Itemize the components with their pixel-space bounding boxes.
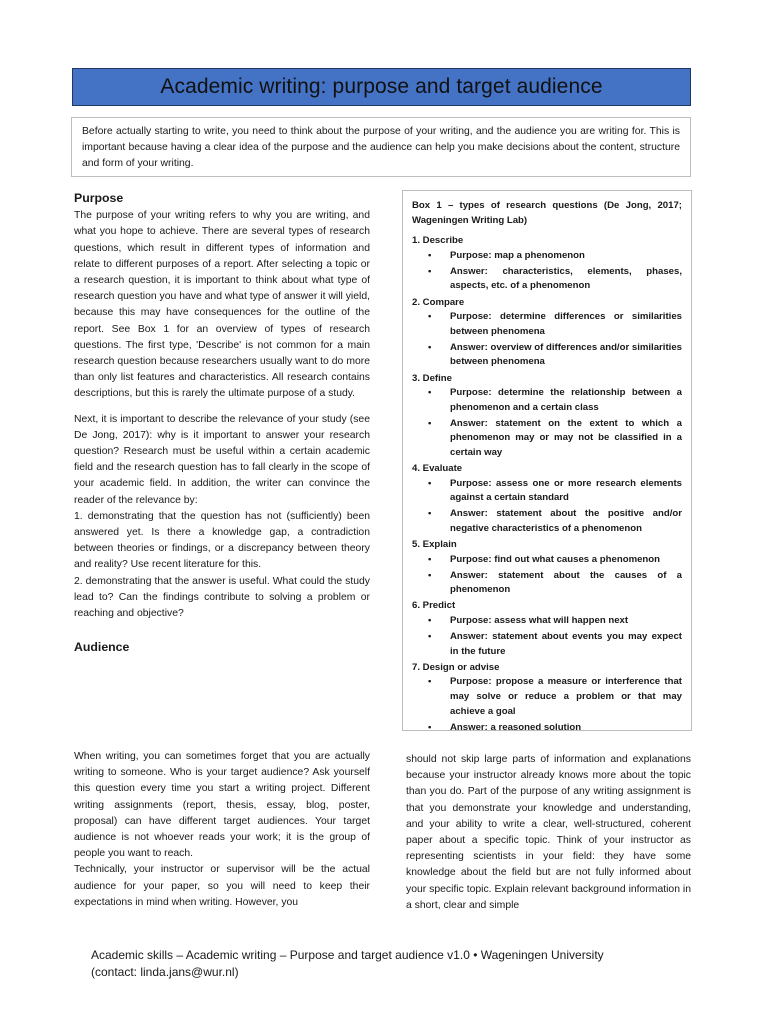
box-bullet-item — [412, 675, 682, 719]
box-item-heading: 7. Design or advise — [412, 661, 500, 673]
purpose-section — [74, 190, 370, 657]
footer-line-1: Academic skills – Academic writing – Purpose and target audience v1.0 • Wageningen University — [91, 948, 604, 962]
box-bullet-text: Purpose: determine differences or similarities between phenomena — [450, 311, 682, 337]
audience-paragraph-1: When writing, you can sometimes forget that you are actually writing to someone. Who is your target audience? Ask yourself this question every time you start a writing project. Different writing assignments (report, thesis, essay, blog, poster, proposal) can have different target audiences. Your target audience is not whoever reads your work; it is the group of people you want to reach. — [74, 751, 370, 860]
box-bullet-item — [412, 417, 682, 461]
box-bullet-item — [412, 721, 682, 736]
box-bullet-item — [412, 507, 682, 536]
box-bullet-item — [412, 386, 682, 415]
audience-right-column — [406, 752, 691, 914]
audience-left-column — [74, 749, 370, 911]
box-bullet-text: Answer: statement about the causes of a phenomenon — [450, 569, 682, 596]
bullet-icon: • — [428, 508, 432, 520]
box-bullet-item — [412, 569, 682, 598]
box-bullet-text: Answer: overview of differences and/or similarities between phenomena — [450, 341, 682, 368]
box-bullet-item — [412, 630, 682, 659]
purpose-paragraph-3: 1. demonstrating that the question has not (sufficiently) been answered yet. Is there a knowledge gap, a contradiction between theories or findings, or a discrepancy between theory and reality? Use recent literature for this. — [74, 510, 370, 571]
bullet-icon: • — [428, 341, 432, 353]
bullet-icon: • — [428, 477, 432, 489]
box-bullet-item — [412, 310, 682, 339]
box-title: Box 1 – types of research questions (De Jong, 2017; Wageningen Writing Lab) — [412, 200, 682, 226]
page-footer — [91, 947, 691, 980]
bullet-icon: • — [428, 249, 432, 261]
box-item-bullets — [412, 310, 682, 370]
bullet-icon: • — [428, 631, 432, 643]
box-bullet-text: Answer: statement about events you may expect in the future — [450, 631, 682, 657]
audience-paragraph-3: should not skip large parts of information and explanations because your instructor already knows more about the topic than you do. Part of the purpose of any writing assignment is that you demonstrate your knowledge and understanding, and your ability to write a clear, well-structured, coherent paper about a specific topic. Think of your instructor as representing scientists in your field: they have some knowledge about the field but are not fully informed about your specific topic. Explain relevant background information in a short, clear and simple — [406, 754, 691, 911]
bullet-icon: • — [428, 417, 432, 429]
box-item-heading: 4. Evaluate — [412, 463, 463, 475]
bullet-icon: • — [428, 387, 432, 399]
bullet-icon: • — [428, 615, 432, 627]
bullet-icon: • — [428, 721, 432, 733]
box-item-bullets — [412, 675, 682, 735]
box-items — [412, 234, 682, 735]
box-item-bullets — [412, 249, 682, 294]
box-item-heading: 1. Describe — [412, 235, 464, 247]
bullet-icon: • — [428, 265, 432, 277]
box-bullet-text: Purpose: find out what causes a phenomenon — [450, 553, 661, 565]
box-item-bullets — [412, 614, 682, 659]
box-bullet-text: Answer: statement on the extent to which a phenomenon may or may not be classified in a certain way — [450, 417, 682, 458]
purpose-paragraph-4: 2. demonstrating that the answer is useful. What could the study lead to? Can the findings contribute to solving a problem or reaching and objective? — [74, 575, 370, 620]
box-bullet-item — [412, 265, 682, 294]
page-title: Academic writing: purpose and target audience — [160, 75, 603, 98]
box-bullet-text: Purpose: assess one or more research elements against a certain standard — [450, 477, 682, 504]
box-bullet-item — [412, 553, 682, 568]
box-bullet-item — [412, 341, 682, 370]
box-item-bullets — [412, 477, 682, 537]
footer-line-2: (contact: linda.jans@wur.nl) — [91, 964, 239, 979]
bullet-icon: • — [428, 553, 432, 565]
box-bullet-text: Purpose: map a phenomenon — [450, 249, 585, 261]
bullet-icon: • — [428, 311, 432, 323]
box-item-heading: 2. Compare — [412, 296, 465, 308]
box-bullet-text: Answer: a reasoned solution — [450, 721, 582, 733]
box-bullet-item — [412, 249, 682, 264]
box-bullet-text: Purpose: propose a measure or interference that may solve or reduce a problem or that may achieve a goal — [450, 676, 682, 717]
bullet-icon: • — [428, 569, 432, 581]
box-bullet-text: Answer: statement about the positive and/or negative characteristics of a phenomenon — [450, 508, 682, 534]
box-bullet-text: Purpose: assess what will happen next — [450, 615, 629, 627]
intro-box: Before actually starting to write, you need to think about the purpose of your writing, and the audience you are writing for. This is important because having a clear idea of the purpose and the audience can help you make decisions about the content, structure and form of your writing. — [71, 117, 691, 177]
title-banner — [72, 68, 691, 106]
box-item-heading: 6. Predict — [412, 600, 456, 612]
box-bullet-text: Answer: characteristics, elements, phases, aspects, etc. of a phenomenon — [450, 265, 682, 292]
purpose-paragraph-1: The purpose of your writing refers to why you are writing, and what you hope to achieve. There are several types of research questions, which result in different types of information and relate to different purposes of a report. After selecting a topic or a research question, it is important to think about what type of research question you have and what type of answer it will yield, because this may have consequences for the outline of the report. See Box 1 for an overview of types of research questions. The first type, 'Describe' is not common for a main research question because researchers usually want to do more than only list features and characteristics. All research contains descriptions, but this is rarely the ultimate purpose of a study. — [74, 210, 370, 400]
box-item-heading: 5. Explain — [412, 539, 457, 551]
purpose-heading: Purpose — [74, 191, 124, 205]
bullet-icon: • — [428, 676, 432, 688]
audience-heading: Audience — [74, 640, 130, 655]
box-bullet-text: Purpose: determine the relationship between a phenomenon and a certain class — [450, 387, 682, 413]
box-bullet-item — [412, 614, 682, 629]
box-bullet-item — [412, 477, 682, 506]
audience-paragraph-2: Technically, your instructor or supervisor will be the actual audience for your paper, so you will need to keep their expectations in mind when writing. However, you — [74, 864, 370, 908]
purpose-paragraph-2: Next, it is important to describe the relevance of your study (see De Jong, 2017): why is it important to answer your research question? Research must be useful within a certain academic field and the research question has to fall clearly in the scope of your academic field. In addition, the writer can convince the reader of the relevance by: — [74, 413, 370, 506]
box-item-bullets — [412, 386, 682, 460]
box-item-heading: 3. Define — [412, 372, 452, 384]
box-item-bullets — [412, 553, 682, 598]
research-questions-box — [402, 190, 692, 731]
